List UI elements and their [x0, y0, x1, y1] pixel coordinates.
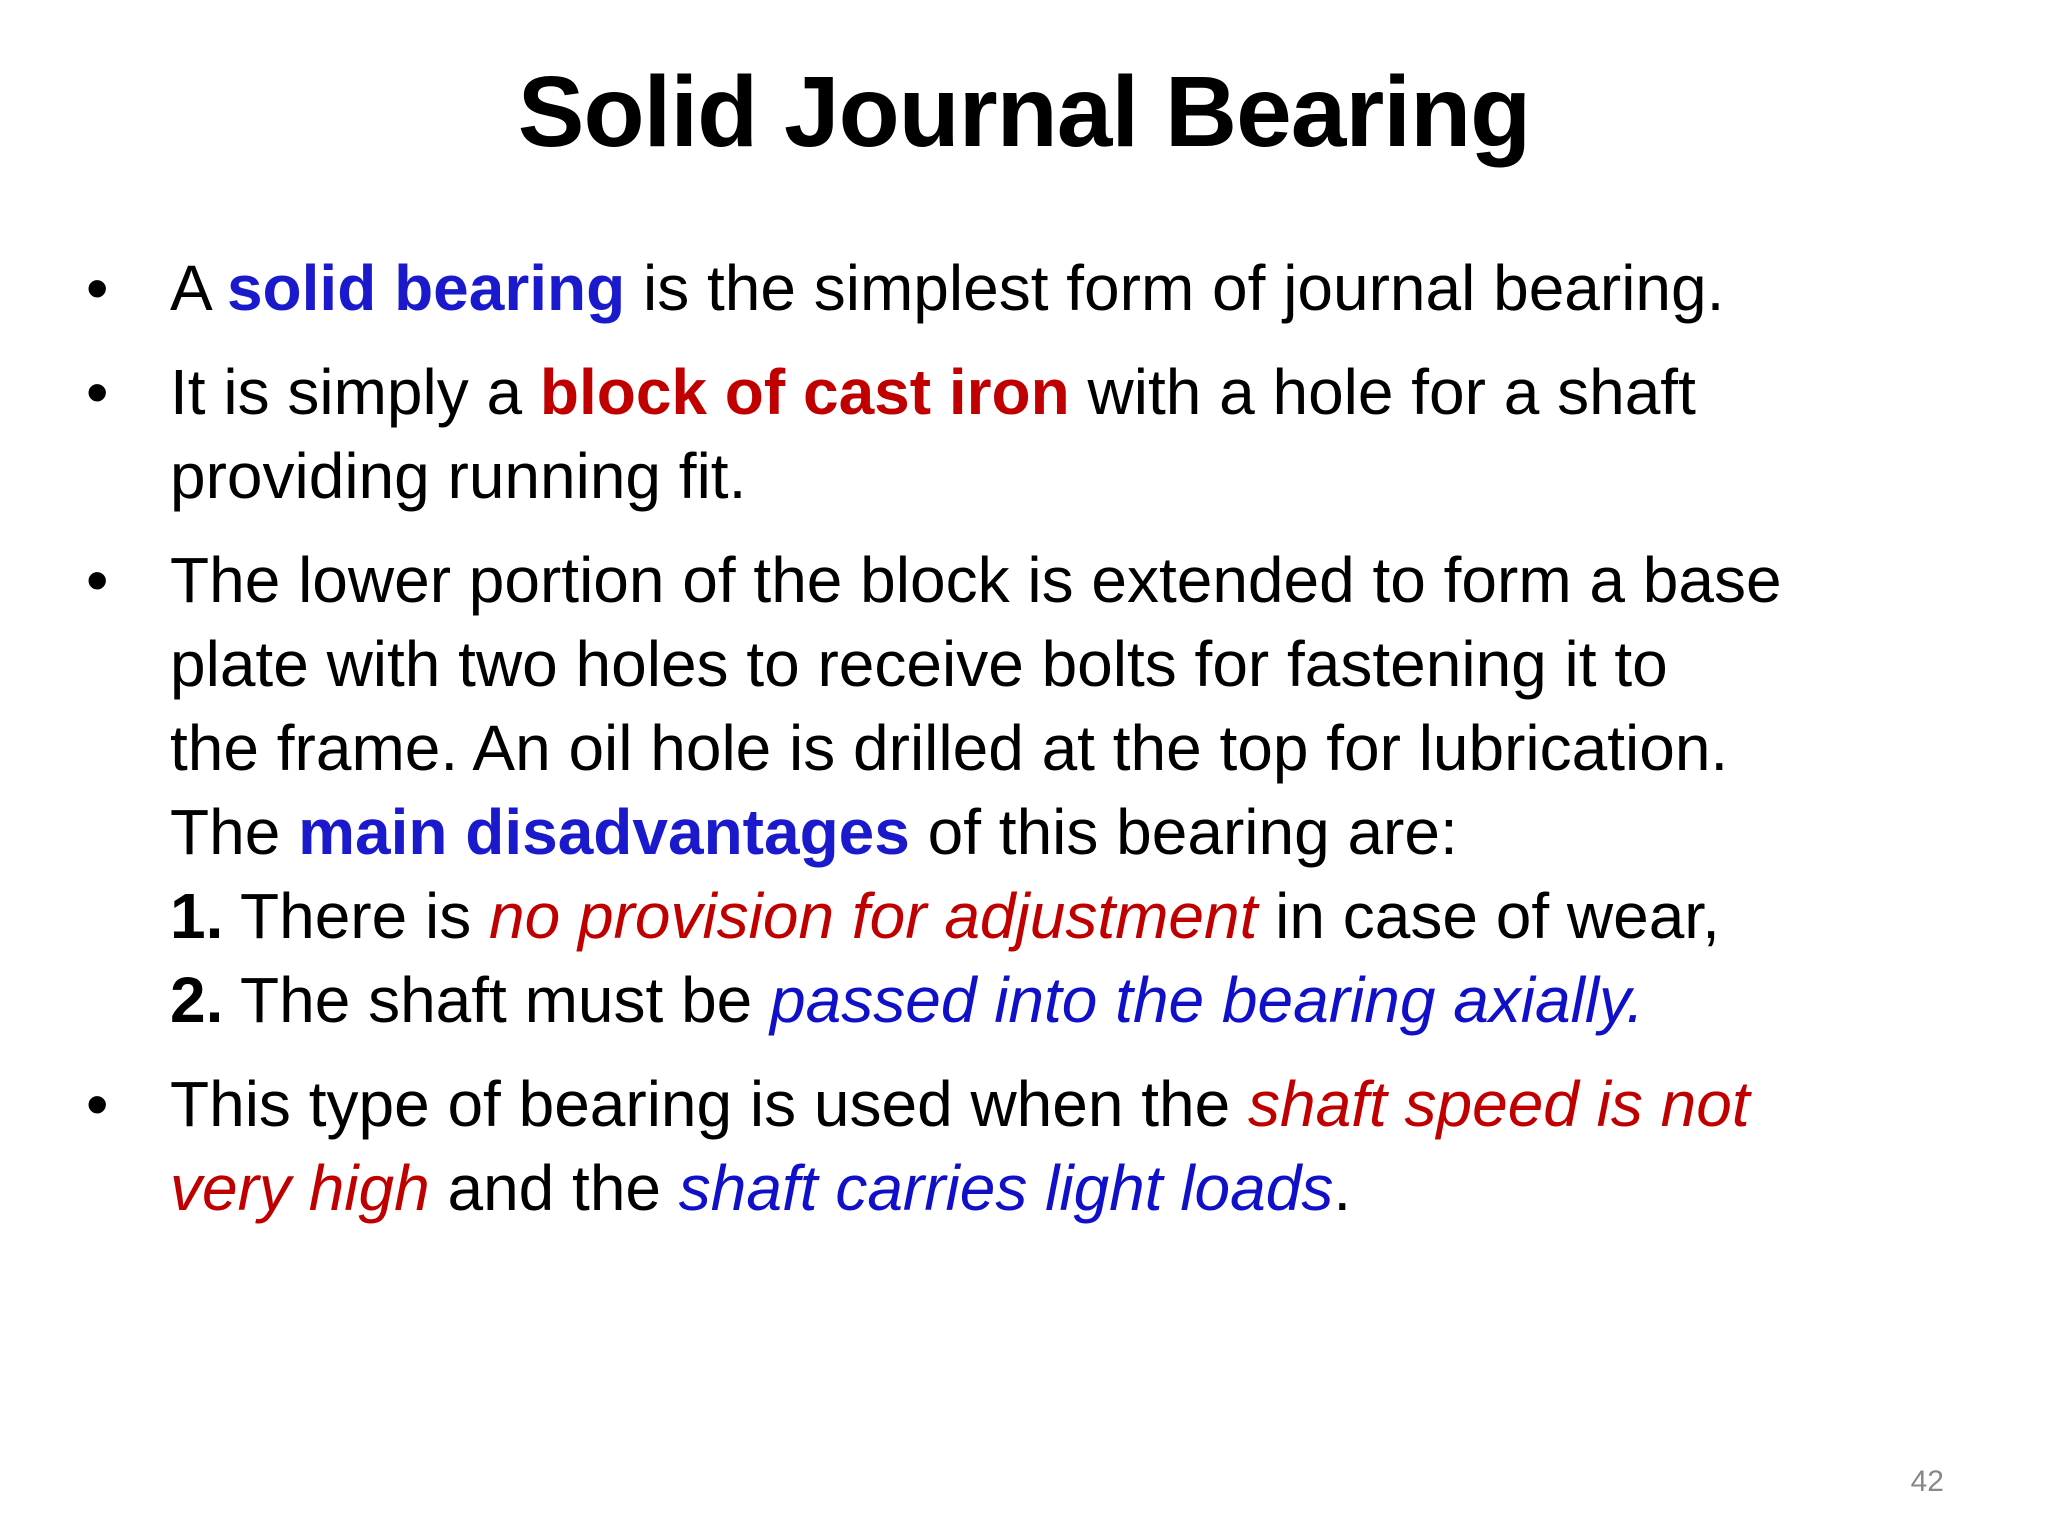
bullet-item-3: [86, 538, 2016, 1042]
disadvantage-item-2: [170, 958, 2016, 1042]
text-segment: with a hole for a shaft: [1069, 356, 1696, 428]
highlight-shaft-speed: shaft speed is not: [1247, 1068, 1750, 1140]
bullet-icon: •: [86, 1068, 109, 1140]
text-segment: There is: [223, 880, 489, 952]
bullet-icon: •: [86, 252, 109, 324]
highlight-no-provision: no provision for adjustment: [488, 880, 1258, 952]
text-segment: A: [170, 252, 227, 324]
highlight-block-of-cast-iron: block of cast iron: [539, 356, 1070, 428]
bullet-4-line-1: [170, 1062, 2016, 1146]
item-number: 1.: [170, 880, 224, 952]
bullet-3-line-2: plate with two holes to receive bolts for fastening it to: [170, 628, 1668, 700]
bullet-4-line-2: [170, 1146, 2016, 1230]
bullet-item-4: [86, 1062, 2016, 1230]
text-segment: in case of wear,: [1257, 880, 1720, 952]
text-segment: and the: [429, 1152, 679, 1224]
bullet-3-line-3: the frame. An oil hole is drilled at the top for lubrication.: [170, 712, 1729, 784]
text-segment: The shaft must be: [223, 964, 771, 1036]
highlight-passed-axially: passed into the bearing axially.: [770, 964, 1645, 1036]
bullet-2-line-1: [170, 350, 2016, 434]
bullet-icon: •: [86, 544, 109, 616]
text-segment: The: [170, 796, 299, 868]
highlight-main-disadvantages: main disadvantages: [298, 796, 910, 868]
page-number: 42: [1910, 1465, 1944, 1498]
bullet-3-line-1: The lower portion of the block is extended to form a base: [170, 544, 1782, 616]
highlight-solid-bearing: solid bearing: [226, 252, 626, 324]
text-segment: This type of bearing is used when the: [170, 1068, 1248, 1140]
text-segment: .: [1333, 1152, 1352, 1224]
highlight-light-loads: shaft carries light loads: [678, 1152, 1334, 1224]
bullet-item-1: [86, 246, 2016, 330]
highlight-very-high: very high: [170, 1152, 430, 1224]
bullet-2-line-2: providing running fit.: [170, 440, 747, 512]
bullet-item-2: [86, 350, 2016, 518]
text-segment: It is simply a: [170, 356, 540, 428]
disadvantage-item-1: [170, 874, 2016, 958]
text-segment: of this bearing are:: [909, 796, 1458, 868]
text-segment: is the simplest form of journal bearing.: [625, 252, 1725, 324]
bullet-3-line-4: [170, 790, 2016, 874]
slide-title: Solid Journal Bearing: [517, 56, 1531, 168]
bullet-list: [86, 246, 2016, 1250]
bullet-icon: •: [86, 356, 109, 428]
bullet-1-line-1: [170, 246, 2016, 330]
item-number: 2.: [170, 964, 224, 1036]
